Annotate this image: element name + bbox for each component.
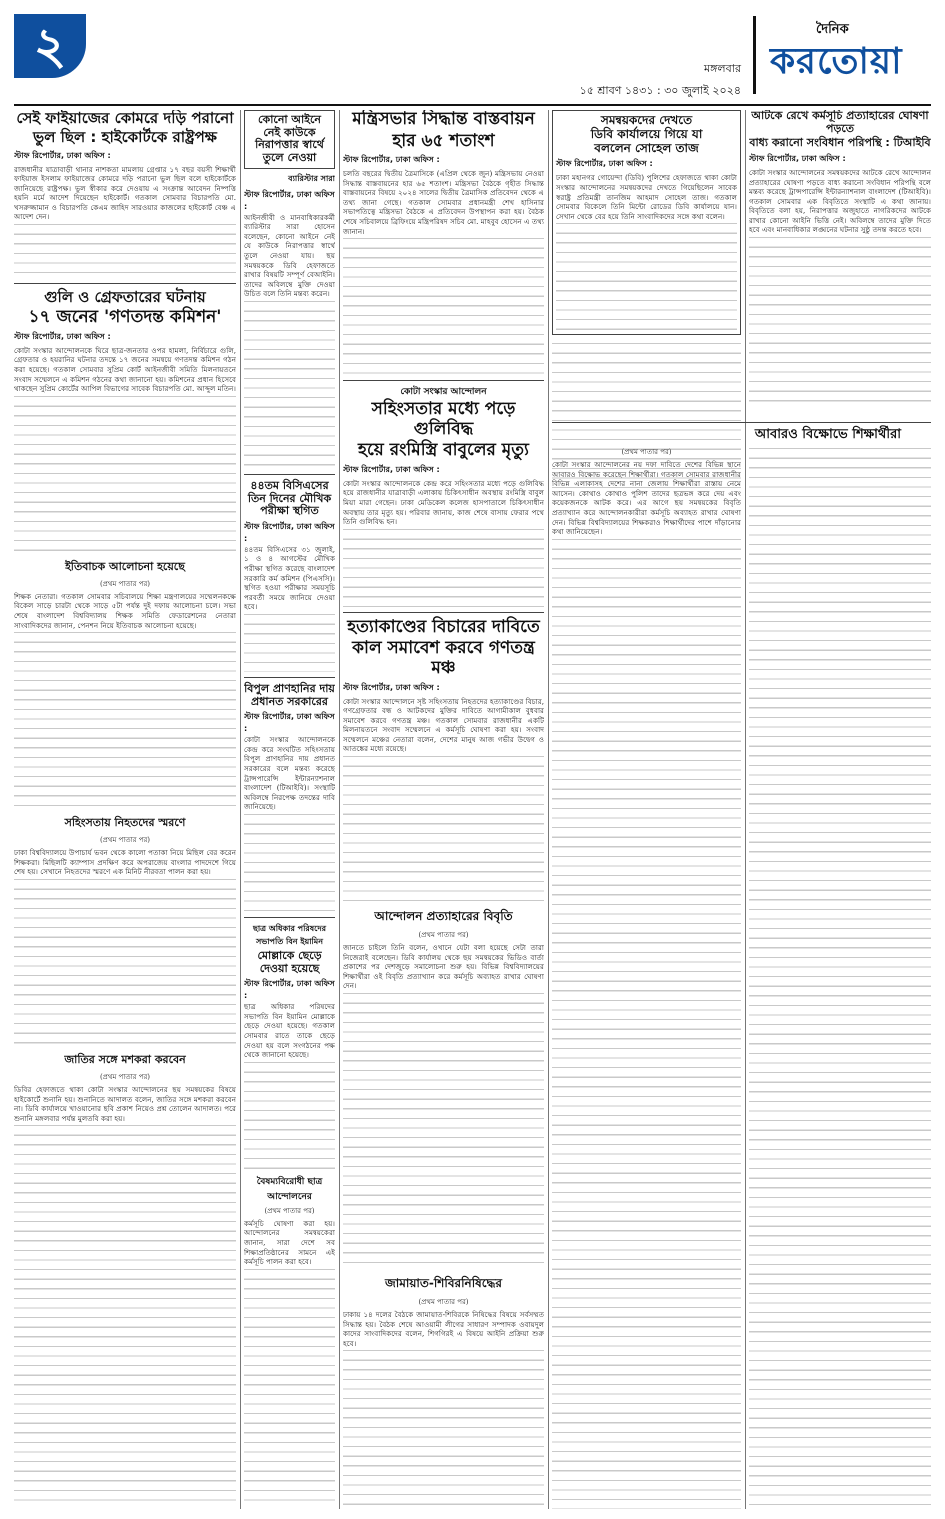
article-headline: হয়ে রংমিস্ত্রি বাবুলের মৃত্যু (358, 440, 529, 461)
article-body: কোটা সংস্কার আন্দোলনের নয় দফা দাবিতে দেশের বিভিন্ন স্থানে আবারও বিক্ষোভ করেছেন শিক্ষার্থীরা। গতকাল সোমবার রাজধানীর বিভিন্ন এলাকাসহ দেশের নানা জেলায় শিক্ষার্থীরা রাস্তায় নেমে আসেন। কোথাও কোথাও পুলিশ তাদের ছত্রভঙ্গ করে দেয় এবং কয়েকজনকে আটক করে। এর আগে ছয় সমন্বয়কের বিবৃতি প্রত্যাখ্যান করে আন্দোলনকারীরা কর্মসূচি অব্যাহত রাখার ঘোষণা দেন। বিভিন্ন বিশ্ববিদ্যালয়ের শিক্ষকরাও শিক্ষার্থীদের পাশে দাঁড়ানোর কথা জানিয়েছেন। (552, 460, 741, 537)
article-headline: মোল্লাকে ছেড়ে দেওয়া হয়েছে (257, 949, 322, 975)
article-body-continued (556, 221, 737, 331)
article-body-continued (244, 1267, 335, 1509)
article-headline: ডিবি কার্যালয়ে গিয়ে যা (590, 126, 703, 141)
article-body: ঢাকায় ১৪ দলের বৈঠকে জামায়াত-শিবিরকে নিষিদ্ধের বিষয়ে সর্বসম্মত সিদ্ধান্ত হয়। বৈঠক শেষে আওয়ামী লীগের সাধারণ সম্পাদক ওবায়দুল কাদের সাংবাদিকদের বলেন, শিগগিরই এ বিষয়ে আইনি প্রক্রিয়া শুরু হবে। (343, 1310, 544, 1348)
article-headline: ভুল ছিল : হাইকোর্টকে রাষ্ট্রপক্ষ (33, 128, 217, 147)
continuation-headline: সহিংসতায় নিহতদের স্মরণে (64, 816, 186, 830)
article-sara-hossain (244, 110, 335, 169)
article-body-continued (244, 612, 335, 672)
continuation-note: (প্রথম পাতার পর) (418, 1298, 469, 1307)
article-body: ছাত্র অধিকার পরিষদের সভাপতি বিন ইয়ামিন মোল্লাকে ছেড়ে দেওয়া হয়েছে। গতকাল সোমবার রাতে তাকে ছেড়ে দেওয়া হয় বলে সংগঠনের পক্ষ থেকে জানানো হয়েছে। (244, 1002, 335, 1060)
byline: স্টাফ রিপোর্টার, ঢাকা অফিস : (14, 331, 111, 341)
article-body-continued (14, 630, 236, 810)
continuation-headline: জাতির সঙ্গে মশকরা করবেন (64, 1052, 186, 1066)
header-rule (14, 104, 931, 106)
article-body: জানতে চাইলে তিনি বলেন, ওখানে যেটা বলা হয়েছে সেটা তারা নিজেরাই বলেছেন। ডিবি কার্যালয় থেকে ছয় সমন্বয়কের ভিডিও বার্তা প্রকাশের পর দেশজুড়ে সমালোচনা শুরু হয়। বিভিন্ন বিশ্ববিদ্যালয়ের শিক্ষার্থীরা ওই বিবৃতি প্রত্যাখ্যান করে কর্মসূচি অব্যাহত রাখার ঘোষণা দেন। (343, 943, 544, 991)
byline: স্টাফ রিপোর্টার, ঢাকা অফিস : (343, 464, 440, 474)
section-divider (244, 917, 335, 918)
article-body-continued (343, 754, 544, 904)
article-body-continued (343, 236, 544, 376)
byline: স্টাফ রিপোর্টার, ঢাকা অফিস : (343, 682, 440, 692)
article-body: চলতি বছরের দ্বিতীয় ত্রৈমাসিকে (এপ্রিল থেকে জুন) মন্ত্রিসভায় নেওয়া সিদ্ধান্ত বাস্তবায়নের হার ৬৫ শতাংশ। মন্ত্রিসভা বৈঠকে গৃহীত সিদ্ধান্ত বাস্তবায়নের বিষয়ে ২০২৪ সালের দ্বিতীয় ত্রৈমাসিক প্রতিবেদন থেকে এ তথ্য জানা গেছে। গতকাল সোমবার প্রধানমন্ত্রী শেখ হাসিনার সভাপতিত্বে মন্ত্রিসভা বৈঠকে এ প্রতিবেদন উপস্থাপন করা হয়। বৈঠক শেষে সচিবালয়ে ব্রিফিংয়ে মন্ত্রিপরিষদ সচিব মো. মাহবুব হোসেন এ তথ্য জানান। (343, 169, 544, 236)
article-headline: সেই ফাইয়াজের কোমরে দড়ি পরানো (16, 110, 234, 127)
article-body-continued (244, 1060, 335, 1170)
article-headline: আবারও বিক্ষোভে শিক্ষার্থীরা (754, 427, 901, 442)
article-headline: ৪৪তম বিসিএসের তিন দিনের মৌখিক পরীক্ষা স্থগিত (247, 478, 332, 518)
masthead-logo (753, 16, 931, 94)
column-1 (14, 110, 236, 1509)
article-body: আইনজীবী ও মানবাধিকারকর্মী ব্যারিস্টার সারা হোসেন বলেছেন, কোনো আইনে নেই যে কাউকে নিরাপত্তার স্বার্থে তুলে নেওয়া যায়। ছয় সমন্বয়ককে ডিবি হেফাজতে রাখার বিষয়টি সম্পূর্ণ বেআইনি। তাদের অবিলম্বে মুক্তি দেওয়া উচিত বলে তিনি মন্তব্য করেন। (244, 212, 335, 299)
continuation-note: (প্রথম পাতার পর) (99, 836, 151, 845)
article-headline: বললেন সোহেল তাজ (594, 140, 699, 155)
column-4-lower (552, 446, 741, 1509)
article-protest-again (552, 422, 931, 1509)
article-mockery (14, 1051, 236, 1509)
article-remembrance (14, 814, 236, 1047)
article-body-continued (343, 991, 544, 1271)
logo-main-text: করতোয়া (770, 41, 903, 82)
continuation-note: (প্রথম পাতার পর) (264, 1206, 315, 1215)
byline: স্টাফ রিপোর্টার, ঢাকা অফিস : (244, 979, 335, 1001)
continuation-note: (প্রথম পাতার পর) (99, 1072, 151, 1081)
article-headline: বিপুল প্রাণহানির দায় প্রধানত সরকারের (244, 681, 335, 708)
page-header (14, 14, 931, 97)
article-sohel-taj (552, 110, 741, 335)
article-body-continued (343, 527, 544, 607)
article-headline: আটকে রেখে কর্মসূচি প্রত্যাহারের ঘোষণা পড়তে (751, 110, 929, 135)
byline: স্টাফ রিপোর্টার, ঢাকা অফিস : (749, 153, 846, 163)
article-body: কোটা সংস্কার আন্দোলনকে ঘিরে ছাত্র-জনতার ওপর হামলা, নির্বিচারে গুলি, গ্রেফতার ও হয়রানির ঘটনার তদন্তে ১৭ জনের সমন্বয়ে গণতদন্ত কমিশন গঠন করা হয়েছে। গতকাল সোমবার সুপ্রিম কোর্ট আইনজীবী সমিতি মিলনায়তনে সংবাদ সম্মেলনে এ কমিশন গঠনের কথা জানানো হয়। কমিশনের প্রধান হিসেবে থাকছেন সুপ্রিম কোর্টের আপিল বিভাগের সাবেক বিচারপতি মো. আব্দুল মতিন। (14, 345, 236, 394)
article-rope-waist (14, 110, 236, 278)
continuation-headline: বৈষম্যবিরোধী ছাত্র আন্দোলনের (256, 1176, 323, 1202)
article-tag: কোটা সংস্কার আন্দোলন (343, 380, 544, 399)
byline: স্টাফ রিপোর্টার, ঢাকা অফিস : (244, 189, 335, 211)
header-day: মঙ্গলবার (704, 62, 741, 75)
article-body: ঢাকা মহানগর গোয়েন্দা (ডিবি) পুলিশের হেফাজতে থাকা কোটা সংস্কার আন্দোলনের সমন্বয়কদের দেখতে গিয়েছিলেন সাবেক স্বরাষ্ট্র প্রতিমন্ত্রী তানজিম আহমাদ সোহেল তাজ। গতকাল সোমবার বিকেলে তিনি মিন্টো রোডের ডিবি কার্যালয়ে যান। সেখান থেকে বের হয়ে তিনি সাংবাদিকদের সঙ্গে কথা বলেন। (556, 173, 737, 221)
article-headline: মন্ত্রিসভার সিদ্ধান্ত বাস্তবায়ন (352, 110, 535, 129)
article-body: কর্মসূচি ঘোষণা করা হয়। আন্দোলনের সমন্বয়কেরা জানান, সারা দেশে সব শিক্ষাপ্রতিষ্ঠানের সামনে এই কর্মসূচি পালন করা হবে। (244, 1218, 335, 1267)
article-body-continued (343, 1348, 544, 1509)
section-divider (552, 422, 931, 423)
continuation-note: (প্রথম পাতার পর) (418, 931, 469, 940)
logo-small-text: দৈনিক (816, 22, 849, 37)
article-body-continued (14, 394, 236, 554)
continuation-note: (প্রথম পাতার পর) (99, 579, 151, 588)
column-divider (240, 110, 241, 1509)
article-body: ডিবির হেফাজতে থাকা কোটা সংস্কার আন্দোলনের ছয় সমন্বয়কের বিষয়ে হাইকোর্টে শুনানি হয়। শুনানিতে আদালত বলেন, জাতির সঙ্গে মশকরা করবেন না। ডিবি কার্যালয়ে খাওয়ানোর ছবি প্রকাশ নিয়েও প্রশ্ন তোলেন আদালত। পরে শুনানি মঙ্গলবার পর্যন্ত মুলতবি করা হয়। (14, 1084, 236, 1123)
column-divider (548, 110, 549, 1509)
article-body: কোটা সংস্কার আন্দোলনকে কেন্দ্র করে সহিংসতার মধ্যে পড়ে গুলিবিদ্ধ হয়ে রাজধানীর যাত্রাবাড়ী এলাকায় চিকিৎসাধীন অবস্থায় রংমিস্ত্রি বাবুল মিয়া মারা গেছেন। ঢাকা মেডিকেল কলেজ হাসপাতালে চিকিৎসাধীন অবস্থায় তার মৃত্যু হয়। পরিবার জানায়, কাজ শেষে বাসায় ফেরার পথে তিনি গুলিবিদ্ধ হন। (343, 478, 544, 527)
byline: স্টাফ রিপোর্টার, ঢাকা অফিস : (14, 150, 111, 160)
header-date: ১৫ শ্রাবণ ১৪৩১ : ৩০ জুলাই ২০২৪ (579, 84, 741, 97)
article-body: রাজধানীর যাত্রাবাড়ী থানার নাশকতা মামলায় গ্রেপ্তার ১৭ বছর বয়সী শিক্ষার্থী ফাইয়াজ ইসলাম ফাইয়াজের কোমরে দড়ি পরানো ভুল ছিল বলে হাইকোর্টকে জানিয়েছে রাষ্ট্রপক্ষ। ভুল স্বীকার করে দেওয়ায় এ সংক্রান্ত আবেদন নিষ্পত্তি হয়নি মর্মে আদেশ দিয়েছেন হাইকোর্ট। গতকাল সোমবার বিচারপতি মো. খসরুজ্জামান ও বিচারপতি কেএম জাহিদ সারওয়ার কাজলের হাইকোর্ট বেঞ্চ এ আদেশ দেন। (14, 164, 236, 222)
article-headline: গুলি ও গ্রেফতারের ঘটনায় (44, 288, 206, 307)
article-body: কোটা সংস্কার আন্দোলনে সৃষ্ট সহিংসতায় নিহতদের হত্যাকাণ্ডের বিচার, গণগ্রেফতার বন্ধ ও আটকদের মুক্তির দাবিতে আগামীকাল বুধবার সমাবেশ করবে গণতন্ত্র মঞ্চ। গতকাল সোমবার রাজধানীর একটি মিলনায়তনে সংবাদ সম্মেলনে এ কর্মসূচি ঘোষণা করা হয়। সংবাদ সম্মেলনে মঞ্চের নেতারা বলেন, দেশের মানুষ আজ গভীর উদ্বেগ ও আতঙ্কের মধ্যে রয়েছে। (343, 696, 544, 754)
section-divider (343, 612, 544, 613)
continuation-headline: আন্দোলন প্রত্যাহারের বিবৃতি (374, 909, 513, 924)
article-body-continued (14, 877, 236, 1047)
article-body-continued (552, 537, 741, 1509)
article-headline: কাল সমাবেশ করবে গণতন্ত্র মঞ্চ (352, 638, 535, 678)
article-headline: হার ৬৫ শতাংশ (392, 130, 495, 151)
article-headline: সহিংসতার মধ্যে পড়ে গুলিবিদ্ধ (371, 399, 516, 439)
column-divider (339, 110, 340, 1509)
article-body-continued (749, 235, 931, 405)
article-body: ৪৪তম বিসিএসের ৩১ জুলাই, ১ ও ৪ আগস্টের মৌখিক পরীক্ষা স্থগিত করেছে বাংলাদেশ সরকারি কর্ম কমিশন (পিএসসি)। স্থগিত হওয়া পরীক্ষার সময়সূচি পরবর্তী সময়ে জানিয়ে দেওয়া হবে। (244, 544, 335, 612)
article-body: শিক্ষক নেতারা। গতকাল সোমবার সচিবালয়ে শিক্ষা মন্ত্রণালয়ের সম্মেলনকক্ষে বিকেল সাড়ে চারটা থেকে সাড়ে ৫টা পর্যন্ত দুই দফায় আলোচনা চলে। সভা শেষে বাংলাদেশ বিশ্ববিদ্যালয় শিক্ষক সমিতি ফেডারেশনের নেতারা সাংবাদিকদের জানান, পেনশন নিয়ে ইতিবাচক আলোচনা হয়েছে। (14, 591, 236, 630)
article-body-continued (244, 812, 335, 912)
byline: স্টাফ রিপোর্টার, ঢাকা অফিস : (556, 159, 653, 169)
article-headline: কোনো আইনে নেই কাউকে নিরাপত্তার স্বার্থে তুলে নেওয়া (255, 113, 324, 164)
article-body: ঢাকা বিশ্ববিদ্যালয়ে উপাচার্য ভবন থেকে কালো পতাকা নিয়ে মিছিল বের করেন শিক্ষকরা। মিছিলটি ক্যাম্পাস প্রদক্ষিণ করে অপরাজেয় বাংলার পাদদেশে গিয়ে শেষ হয়। সেখানে নিহতদের স্মরণে এক মিনিট নীরবতা পালন করা হয়। (14, 848, 236, 877)
article-body-continued (244, 299, 335, 469)
article-headline: বাধ্য করানো সংবিধান পরিপন্থি : টিআইবি (749, 136, 931, 150)
section-divider (244, 474, 335, 475)
byline: স্টাফ রিপোর্টার, ঢাকা অফিস : (244, 712, 335, 734)
column-2 (244, 110, 335, 1509)
continuation-headline: ইতিবাচক আলোচনা হয়েছে (65, 559, 185, 573)
article-headline: ১৭ জনের 'গণতদন্ত কমিশন' (28, 307, 222, 328)
byline: স্টাফ রিপোর্টার, ঢাকা অফিস : (244, 521, 335, 543)
continuation-note: (প্রথম পাতার পর) (621, 448, 672, 456)
page-number-badge: ২ (14, 14, 86, 78)
column-3 (343, 110, 544, 1509)
article-body: কোটা সংস্কার আন্দোলনের সমন্বয়কদের আটকে রেখে আন্দোলন প্রত্যাহারের ঘোষণা পড়তে বাধ্য করানো সংবিধান পরিপন্থি বলে মন্তব্য করেছে ট্রান্সপারেন্সি ইন্টারন্যাশনাল বাংলাদেশ (টিআইবি)। গতকাল সোমবার এক বিবৃতিতে সংস্থাটি এ কথা জানায়। বিবৃতিতে বলা হয়, নিরাপত্তার অজুহাতে নাগরিকদের আটকে রাখার কোনো আইনি ভিত্তি নেই। অবিলম্বে তাদের মুক্তি দিতে হবে এবং মানবাধিকার লঙ্ঘনের ঘটনার সুষ্ঠু তদন্ত করতে হবে। (749, 167, 931, 235)
section-divider (14, 283, 236, 284)
article-body: কোটা সংস্কার আন্দোলনকে কেন্দ্র করে সংঘটিত সহিংসতায় বিপুল প্রাণহানির দায় প্রধানত সরকারের বলে মন্তব্য করেছে ট্রান্সপারেন্সি ইন্টারন্যাশনাল বাংলাদেশ (টিআইবি)। সংস্থাটি অবিলম্বে নিরপেক্ষ তদন্তের দাবি জানিয়েছে। (244, 735, 335, 812)
byline: স্টাফ রিপোর্টার, ঢাকা অফিস : (343, 155, 440, 165)
article-headline: সমন্বয়কদের দেখতে (600, 113, 693, 127)
article-inquiry-commission (14, 289, 236, 810)
article-tag: ব্যারিস্টার সারা (288, 173, 335, 183)
column-5-lower (749, 446, 931, 1509)
article-body-continued (14, 222, 236, 278)
section-divider (244, 677, 335, 678)
article-tag: ছাত্র অধিকার পরিষদের সভাপতি বিন ইয়ামিন (253, 924, 326, 947)
article-body-continued (14, 1123, 236, 1509)
article-headline: হত্যাকাণ্ডের বিচারের দাবিতে (347, 616, 540, 637)
continuation-headline: জামায়াত-শিবিরনিষিদ্ধের (384, 1276, 502, 1291)
article-body-continued (749, 446, 931, 1509)
